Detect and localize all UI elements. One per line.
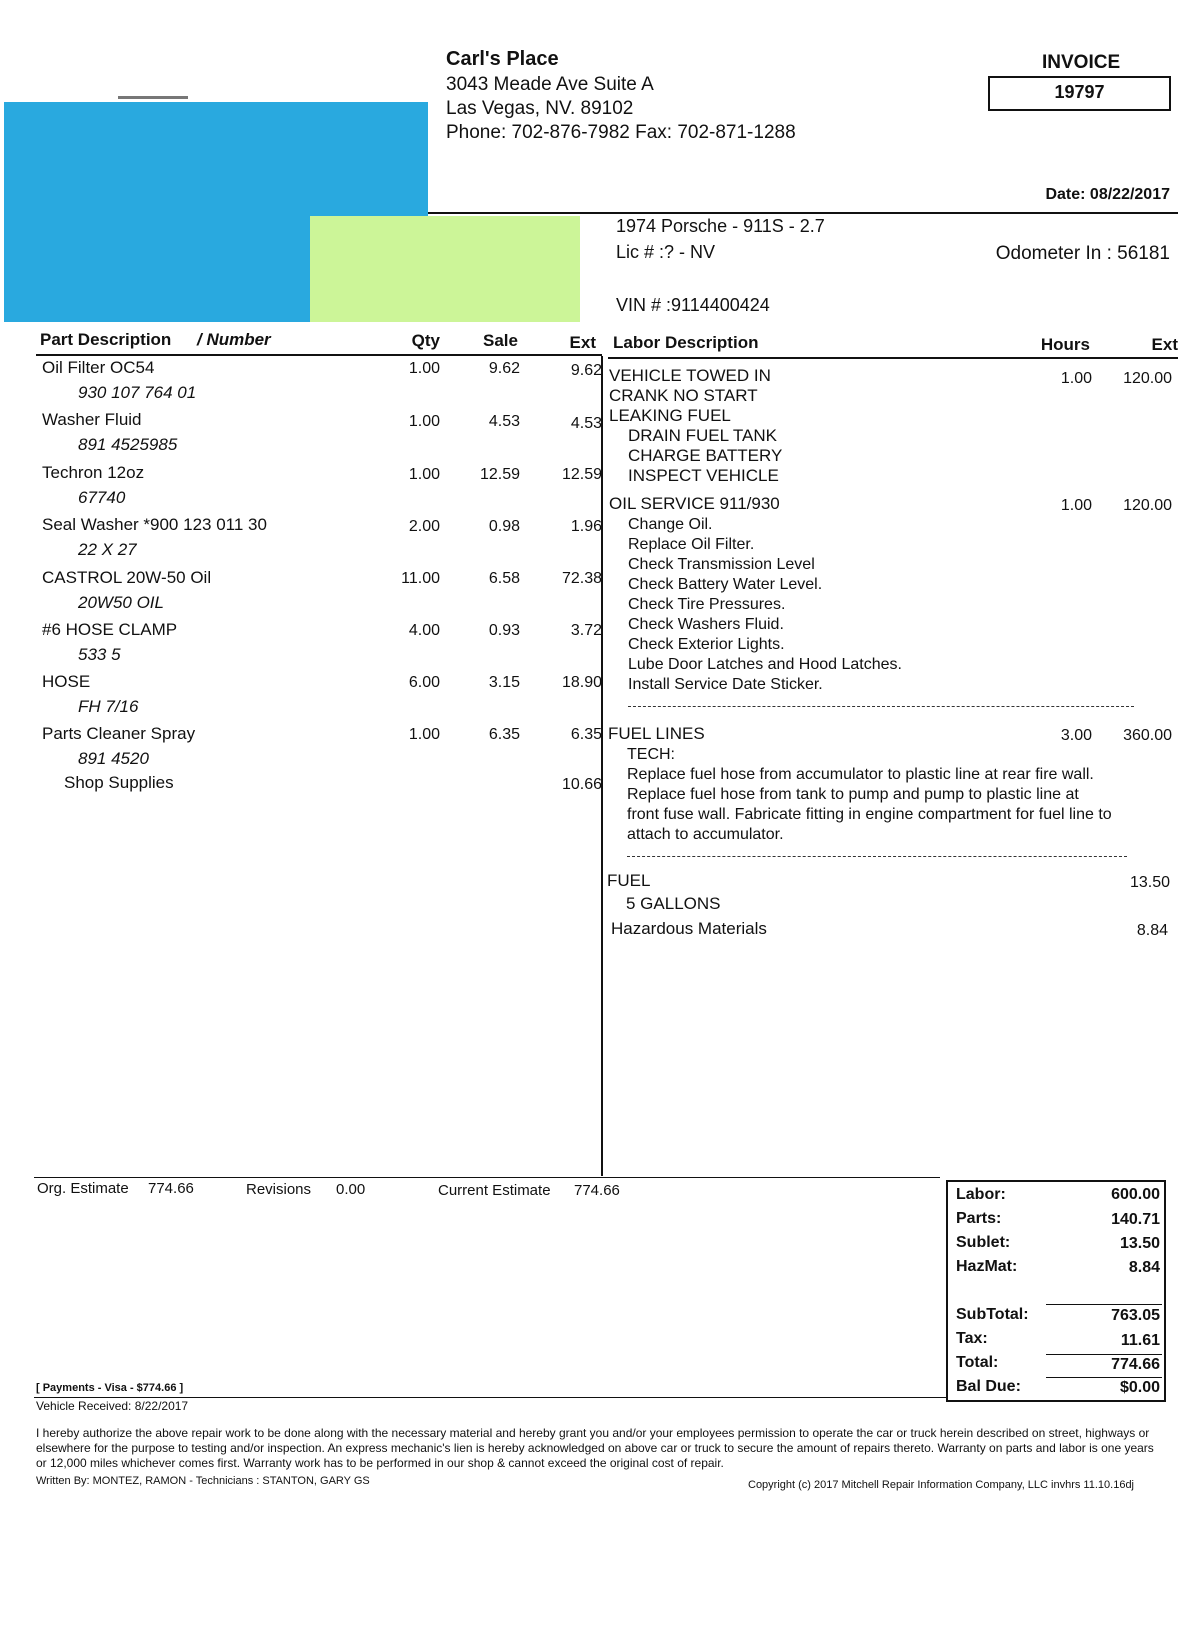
labor-subline: INSPECT VEHICLE [628, 466, 779, 485]
labor-header-ext: Ext [1151, 335, 1178, 354]
labor-subline: Change Oil. [628, 516, 713, 533]
labor-subline: 5 GALLONS [626, 894, 721, 913]
part-sale: 3.15 [488, 674, 520, 691]
part-qty: 1.00 [408, 413, 440, 430]
labor-subline: Lube Door Latches and Hood Latches. [628, 656, 902, 673]
part-name: Seal Washer *900 123 011 30 [42, 515, 267, 534]
shop-phone: Phone: 702-876-7982 Fax: 702-871-1288 [446, 122, 796, 143]
labor-line: LEAKING FUEL [609, 406, 731, 425]
part-number: 22 X 27 [78, 540, 137, 559]
labor-ext: 120.00 [1123, 370, 1172, 387]
total-label: Total: [956, 1354, 999, 1371]
part-sale: 0.93 [488, 622, 520, 639]
parts-header-underline [36, 354, 602, 356]
shop-address-line2: Las Vegas, NV. 89102 [446, 98, 634, 119]
copyright: Copyright (c) 2017 Mitchell Repair Information Company, LLC invhrs 11.10.16dj [748, 1479, 1134, 1491]
vehicle-received: Vehicle Received: 8/22/2017 [36, 1399, 189, 1413]
labor-separator [627, 856, 1127, 857]
part-sale: 12.59 [479, 466, 520, 483]
part-qty: 1.00 [408, 466, 440, 483]
part-qty: 6.00 [408, 674, 440, 691]
labor-note: front fuse wall. Fabricate fitting in engine compartment for fuel line to [627, 806, 1112, 823]
authorization-disclaimer: I hereby authorize the above repair work to be done along with the necessary material and hereby grant you and/or your employees permission to operate the car or truck herein described on street, highways or elsewhere for the purpose to testing and/or inspection. An express mechanic's lien is hereby acknowledged on above car or truck to secure the amount of repairs thereto. Warranty on parts and labor is one years or 12,000 miles whichever comes first. Warranty work has to be performed in our shop & cannot exceed the original cost of repair. [36, 1426, 1154, 1470]
revisions-label: Revisions [246, 1181, 312, 1198]
estimate-divider [34, 1177, 940, 1178]
part-number: 930 107 764 01 [78, 383, 197, 402]
labor-line: CRANK NO START [609, 386, 758, 405]
labor-subline: Install Service Date Sticker. [628, 676, 823, 693]
labor-hours: 3.00 [1060, 727, 1092, 744]
part-number: 891 4520 [78, 749, 149, 768]
parts-header-description: Part Description [40, 330, 172, 349]
current-estimate-value: 774.66 [574, 1182, 620, 1199]
payments-line: [ Payments - Visa - $774.66 ] [36, 1382, 184, 1394]
part-ext: 6.35 [570, 726, 602, 743]
labor-ext: 8.84 [1136, 922, 1168, 939]
invoice-number: 19797 [1054, 82, 1105, 102]
tax-value: 11.61 [1120, 1332, 1160, 1349]
labor-note: Replace fuel hose from tank to pump and pump to plastic line at [627, 786, 1079, 803]
part-ext: 4.53 [570, 415, 602, 432]
subtotal-label: SubTotal: [956, 1306, 1029, 1323]
revisions-value: 0.00 [336, 1181, 366, 1198]
invoice-date: Date: 08/22/2017 [1045, 186, 1170, 203]
part-ext: 1.96 [570, 518, 602, 535]
labor-line: OIL SERVICE 911/930 [609, 494, 780, 513]
footer-divider [34, 1397, 946, 1398]
labor-subline: TECH: [627, 746, 675, 763]
sublet-total-value: 13.50 [1119, 1235, 1160, 1252]
part-name: Parts Cleaner Spray [42, 724, 196, 743]
part-sale: 9.62 [488, 360, 520, 377]
baldue-rule [1046, 1377, 1162, 1378]
labor-subline: Check Battery Water Level. [628, 576, 823, 593]
vehicle-description: 1974 Porsche - 911S - 2.7 [616, 216, 825, 236]
parts-header-sale: Sale [483, 331, 518, 350]
header-divider [428, 212, 1178, 214]
labor-total-value: 600.00 [1111, 1186, 1160, 1203]
part-qty: 1.00 [408, 726, 440, 743]
part-qty: 4.00 [408, 622, 440, 639]
part-ext: 9.62 [570, 362, 602, 379]
part-number: 20W50 OIL [78, 593, 164, 612]
labor-header-hours: Hours [1040, 335, 1090, 354]
total-rule [1046, 1354, 1162, 1355]
labor-line: Hazardous Materials [611, 919, 767, 938]
parts-total-value: 140.71 [1111, 1211, 1160, 1228]
total-value: 774.66 [1111, 1356, 1160, 1373]
labor-subline: CHARGE BATTERY [628, 446, 783, 465]
labor-note: attach to accumulator. [627, 826, 784, 843]
labor-separator [628, 706, 1134, 707]
labor-header-description: Labor Description [613, 333, 759, 352]
labor-ext: 360.00 [1123, 727, 1172, 744]
part-number: 891 4525985 [78, 435, 178, 454]
labor-hours: 1.00 [1060, 497, 1092, 514]
vehicle-odometer: Odometer In : 56181 [995, 243, 1170, 264]
part-ext: 3.72 [570, 622, 602, 639]
labor-total-label: Labor: [956, 1186, 1006, 1203]
shop-supplies-label: Shop Supplies [64, 773, 174, 792]
part-number: FH 7/16 [78, 697, 139, 716]
part-sale: 4.53 [488, 413, 520, 430]
shop-supplies-ext: 10.66 [561, 776, 602, 793]
part-ext: 72.38 [561, 570, 602, 587]
part-number: 533 5 [78, 645, 121, 664]
subtotal-value: 763.05 [1111, 1307, 1160, 1324]
parts-header-qty: Qty [411, 331, 440, 350]
redacted-sticky-note [310, 216, 580, 322]
part-sale: 6.35 [488, 726, 520, 743]
org-estimate-label: Org. Estimate [37, 1180, 129, 1197]
part-number: 67740 [78, 488, 126, 507]
shop-address-line1: 3043 Meade Ave Suite A [446, 74, 654, 95]
tax-label: Tax: [956, 1330, 988, 1347]
part-ext: 18.90 [561, 674, 602, 691]
part-qty: 2.00 [408, 518, 440, 535]
labor-ext: 120.00 [1123, 497, 1172, 514]
labor-subline: Check Washers Fluid. [628, 616, 784, 633]
current-estimate-label: Current Estimate [438, 1182, 551, 1199]
part-name: Oil Filter OC54 [42, 358, 155, 377]
org-estimate-value: 774.66 [148, 1180, 194, 1197]
vehicle-vin: VIN # :9114400424 [616, 295, 770, 315]
labor-line: FUEL [607, 871, 651, 890]
labor-subline: Replace Oil Filter. [628, 536, 755, 553]
labor-ext: 13.50 [1129, 874, 1170, 891]
labor-subline: DRAIN FUEL TANK [628, 426, 777, 445]
labor-line: FUEL LINES [608, 724, 705, 743]
baldue-label: Bal Due: [956, 1378, 1021, 1395]
vehicle-license: Lic # :? - NV [616, 242, 716, 262]
hazmat-total-value: 8.84 [1128, 1259, 1160, 1276]
part-name: HOSE [42, 672, 91, 691]
labor-subline: Check Exterior Lights. [628, 636, 785, 653]
parts-total-label: Parts: [956, 1210, 1002, 1227]
part-name: Washer Fluid [42, 410, 142, 429]
hazmat-total-label: HazMat: [956, 1258, 1018, 1275]
part-name: Techron 12oz [42, 463, 145, 482]
part-qty: 11.00 [401, 570, 440, 587]
part-name: #6 HOSE CLAMP [42, 620, 178, 639]
labor-line: VEHICLE TOWED IN [609, 366, 771, 385]
written-by: Written By: MONTEZ, RAMON - Technicians : STANTON, GARY GS [36, 1475, 370, 1487]
sublet-total-label: Sublet: [956, 1234, 1011, 1251]
labor-subline: Check Transmission Level [628, 556, 815, 573]
part-sale: 6.58 [488, 570, 520, 587]
parts-header-ext: Ext [569, 333, 596, 352]
part-qty: 1.00 [408, 360, 440, 377]
shop-name: Carl's Place [446, 48, 559, 70]
part-ext: 12.59 [561, 466, 602, 483]
parts-header-number: / Number [197, 330, 271, 349]
part-sale: 0.98 [488, 518, 520, 535]
subtotal-rule [1046, 1304, 1162, 1305]
staple-mark [118, 96, 188, 99]
labor-header-underline [608, 357, 1178, 359]
part-name: CASTROL 20W-50 Oil [42, 568, 212, 587]
labor-subline: Check Tire Pressures. [628, 596, 786, 613]
labor-hours: 1.00 [1060, 370, 1092, 387]
baldue-value: $0.00 [1119, 1379, 1160, 1396]
invoice-label: INVOICE [1042, 52, 1121, 73]
labor-note: Replace fuel hose from accumulator to plastic line at rear fire wall. [627, 766, 1094, 783]
